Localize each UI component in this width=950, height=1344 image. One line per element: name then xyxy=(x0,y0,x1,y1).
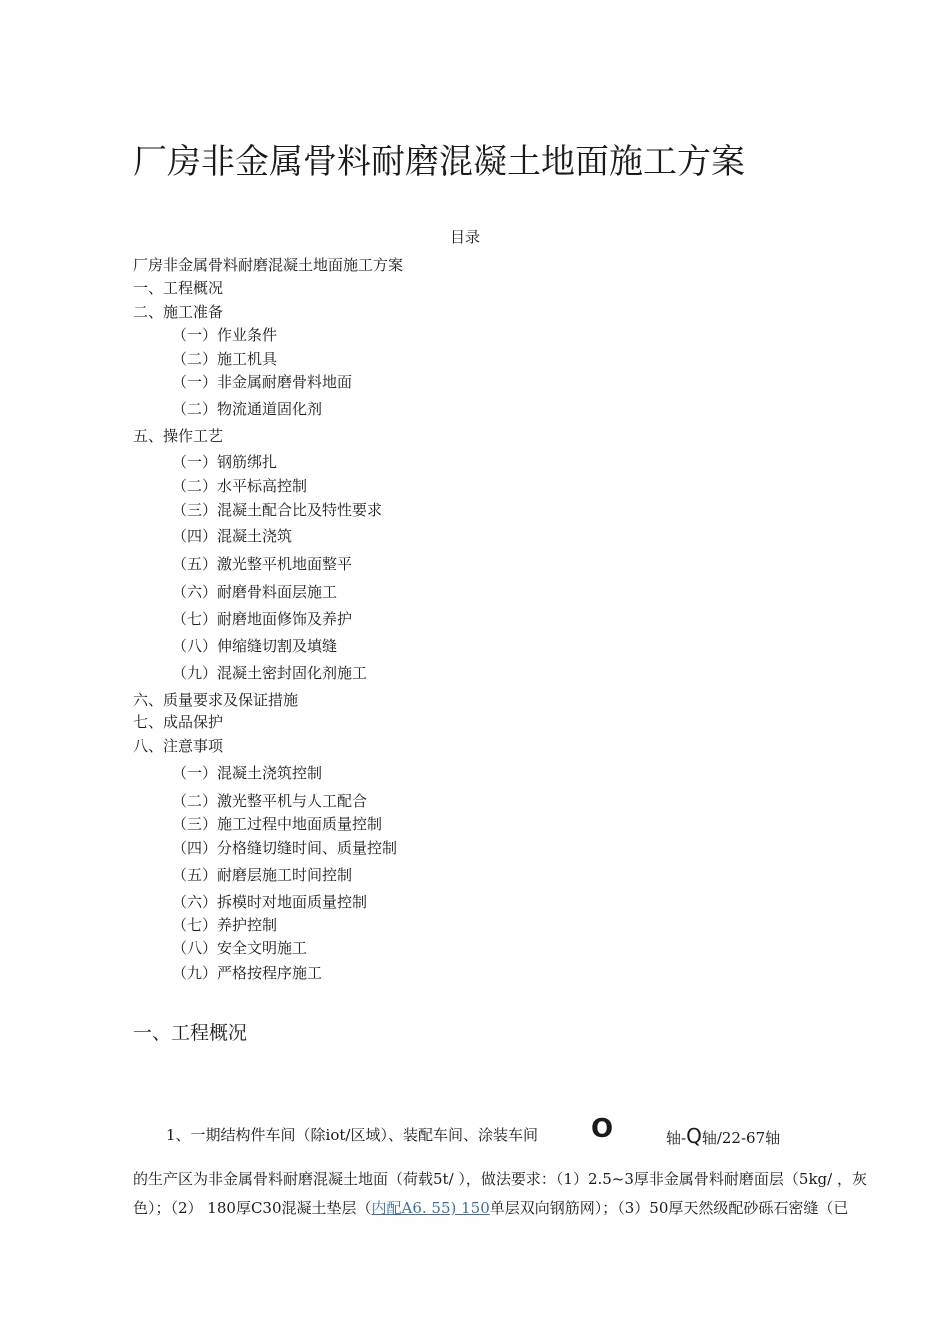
axis-range-text: 轴/22-67轴 xyxy=(701,1129,781,1147)
toc-entry[interactable]: 六、质量要求及保证措施 xyxy=(133,691,299,709)
toc-entry[interactable]: （七）养护控制 xyxy=(172,916,278,934)
toc-entry[interactable]: （六）耐磨骨料面层施工 xyxy=(172,583,338,601)
paragraph-text: 色）；（2） 180厚C30混凝土垫层（ xyxy=(133,1199,372,1217)
toc-entry[interactable]: 五、操作工艺 xyxy=(133,427,224,445)
toc-entry[interactable]: （一）非金属耐磨骨料地面 xyxy=(172,373,353,391)
toc-entry[interactable]: （八）伸缩缝切割及填缝 xyxy=(172,637,338,655)
toc-entry[interactable]: （二）激光整平机与人工配合 xyxy=(172,792,368,810)
toc-entry[interactable]: （九）严格按程序施工 xyxy=(172,964,323,982)
page-title: 厂房非金属骨料耐磨混凝土地面施工方案 xyxy=(133,142,745,182)
toc-entry[interactable]: （三）混凝土配合比及特性要求 xyxy=(172,501,383,519)
toc-heading: 目录 xyxy=(449,228,480,246)
toc-entry[interactable]: （四）混凝土浇筑 xyxy=(172,527,293,545)
paragraph-line-1-axis xyxy=(666,1124,780,1148)
toc-entry[interactable]: （九）混凝土密封固化剂施工 xyxy=(172,664,368,682)
toc-entry[interactable]: （一）混凝土浇筑控制 xyxy=(172,764,323,782)
toc-entry[interactable]: （三）施工过程中地面质量控制 xyxy=(172,815,383,833)
axis-text: 轴- xyxy=(666,1129,687,1147)
paragraph-line-1 xyxy=(166,1124,538,1145)
paragraph-text: 1、一期结构件车间（除iot/区域）、装配车间、涂装车间 xyxy=(166,1126,538,1144)
toc-entry[interactable]: （二）施工机具 xyxy=(172,350,278,368)
toc-entry[interactable]: 厂房非金属骨料耐磨混凝土地面施工方案 xyxy=(133,256,404,274)
toc-entry[interactable]: 七、成品保护 xyxy=(133,713,224,731)
rebar-link[interactable]: 内配A6. 55) 150 xyxy=(371,1199,490,1217)
toc-entry[interactable]: （七）耐磨地面修饰及养护 xyxy=(172,610,353,628)
toc-entry[interactable]: （二）水平标高控制 xyxy=(172,477,308,495)
toc-entry[interactable]: （六）拆模时对地面质量控制 xyxy=(172,893,368,911)
toc-entry[interactable]: （五）激光整平机地面整平 xyxy=(172,555,353,573)
toc-entry[interactable]: 一、工程概况 xyxy=(133,279,224,297)
toc-entry[interactable]: （四）分格缝切缝时间、质量控制 xyxy=(172,839,398,857)
toc-entry[interactable]: （一）作业条件 xyxy=(172,326,278,344)
toc-entry[interactable]: （八）安全文明施工 xyxy=(172,939,308,957)
toc-entry[interactable]: 二、施工准备 xyxy=(133,303,224,321)
axis-glyph-q: Q xyxy=(686,1124,702,1148)
paragraph-line-3 xyxy=(133,1197,848,1218)
toc-entry[interactable]: 八、注意事项 xyxy=(133,737,224,755)
axis-glyph-o: O xyxy=(591,1114,614,1144)
section-heading-overview: 一、工程概况 xyxy=(133,1022,248,1044)
toc-entry[interactable]: （一）钢筋绑扎 xyxy=(172,453,278,471)
toc-entry[interactable]: （五）耐磨层施工时间控制 xyxy=(172,866,353,884)
paragraph-text: 单层双向钢筋网）；（3）50厚天然级配砂砾石密缝（已 xyxy=(489,1199,849,1217)
toc-entry[interactable]: （二）物流通道固化剂 xyxy=(172,400,323,418)
paragraph-line-2: 的生产区为非金属骨料耐磨混凝土地面（荷载5t/ ），做法要求：（1）2.5~3厚非金属骨料耐磨面层（5kg/ ，灰 xyxy=(133,1170,867,1188)
